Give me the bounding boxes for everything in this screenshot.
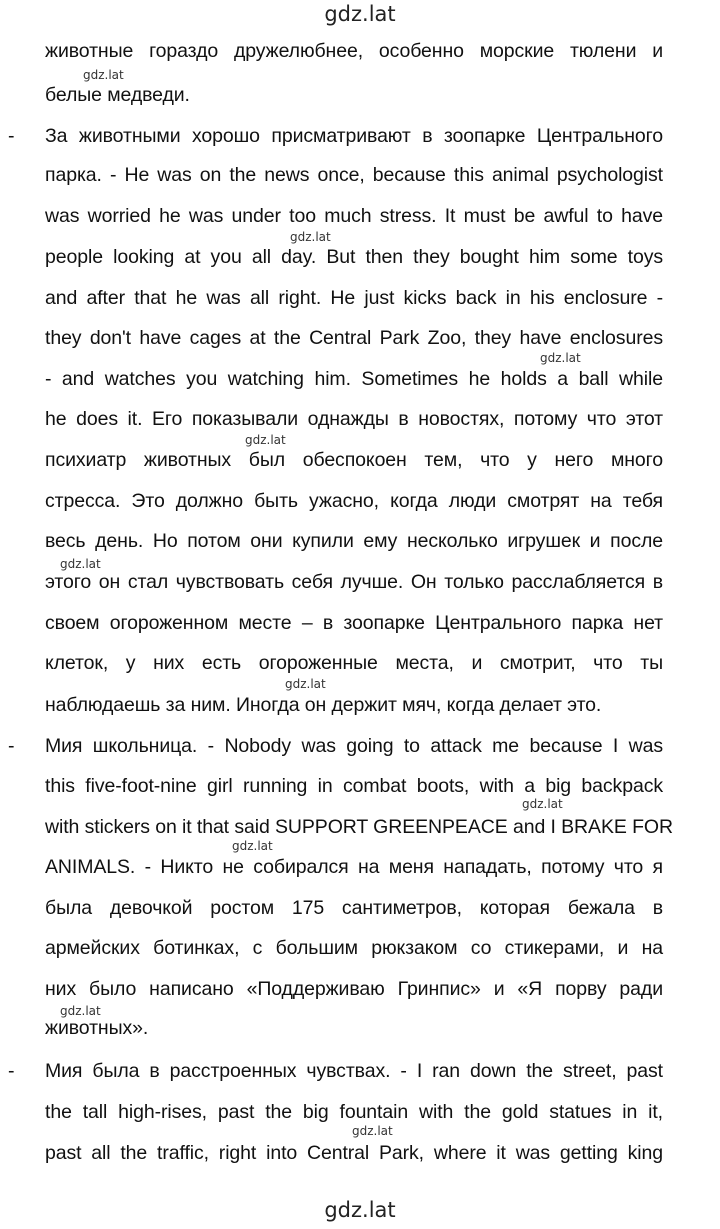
text-line: they don't have cages at the Central Park Zoo, they have enclosures [45,327,663,349]
watermark-text: gdz.lat [352,1124,393,1138]
watermark-text: gdz.lat [232,839,273,853]
watermark-text: gdz.lat [522,797,563,811]
text-line: психиатр животных был обеспокоен тем, что у него много [45,449,663,471]
text-line: Мия школьница. - Nobody was going to attack me because I was [45,735,663,757]
watermark-text: gdz.lat [285,677,326,691]
watermark-text: gdz.lat [60,557,101,571]
text-line: белые медведи. [45,84,190,106]
text-line: стресса. Это должно быть ужасно, когда люди смотрят на тебя [45,490,663,512]
text-line: армейских ботинках, с большим рюкзаком со стикерами, и на [45,937,663,959]
text-line: with stickers on it that said SUPPORT GREENPEACE and I BRAKE FOR [45,816,673,838]
text-line: За животными хорошо присматривают в зоопарке Центрального [45,125,663,147]
text-line: парка. - He was on the news once, because this animal psychologist [45,164,663,186]
text-line: животные гораздо дружелюбнее, особенно морские тюлени и [45,40,663,62]
watermark-text: gdz.lat [60,1004,101,1018]
text-line: была девочкой ростом 175 сантиметров, которая бежала в [45,897,663,919]
text-line: ANIMALS. - Никто не собирался на меня нападать, потому что я [45,856,663,878]
text-line: this five-foot-nine girl running in combat boots, with a big backpack [45,775,663,797]
watermark-text: gdz.lat [245,433,286,447]
bullet-dash: - [8,735,15,757]
page-header-watermark: gdz.lat [324,2,396,26]
bullet-dash: - [8,1060,15,1082]
text-line: этого он стал чувствовать себя лучше. Он только расслабляется в [45,571,663,593]
watermark-text: gdz.lat [290,230,331,244]
text-line: наблюдаешь за ним. Иногда он держит мяч, когда делает это. [45,694,602,716]
text-line: people looking at you all day. But then they bought him some toys [45,246,663,268]
text-line: них было написано «Поддерживаю Гринпис» и «Я порву ради [45,978,663,1000]
text-line: своем огороженном месте – в зоопарке Центрального парка нет [45,612,663,634]
text-line: Мия была в расстроенных чувствах. - I ran down the street, past [45,1060,663,1082]
text-line: - and watches you watching him. Sometimes he holds a ball while [45,368,663,390]
text-line: and after that he was all right. He just kicks back in his enclosure - [45,287,663,309]
text-line: he does it. Его показывали однажды в новостях, потому что этот [45,408,663,430]
watermark-text: gdz.lat [83,68,124,82]
bullet-dash: - [8,125,15,147]
text-line: клеток, у них есть огороженные места, и смотрит, что ты [45,652,663,674]
watermark-text: gdz.lat [540,351,581,365]
page-footer-watermark: gdz.lat [324,1198,396,1222]
text-line: the tall high-rises, past the big fountain with the gold statues in it, [45,1101,663,1123]
text-line: was worried he was under too much stress. It must be awful to have [45,205,663,227]
text-line: past all the traffic, right into Central Park, where it was getting king [45,1142,663,1164]
text-line: весь день. Но потом они купили ему несколько игрушек и после [45,530,663,552]
text-line: животных». [45,1017,149,1039]
